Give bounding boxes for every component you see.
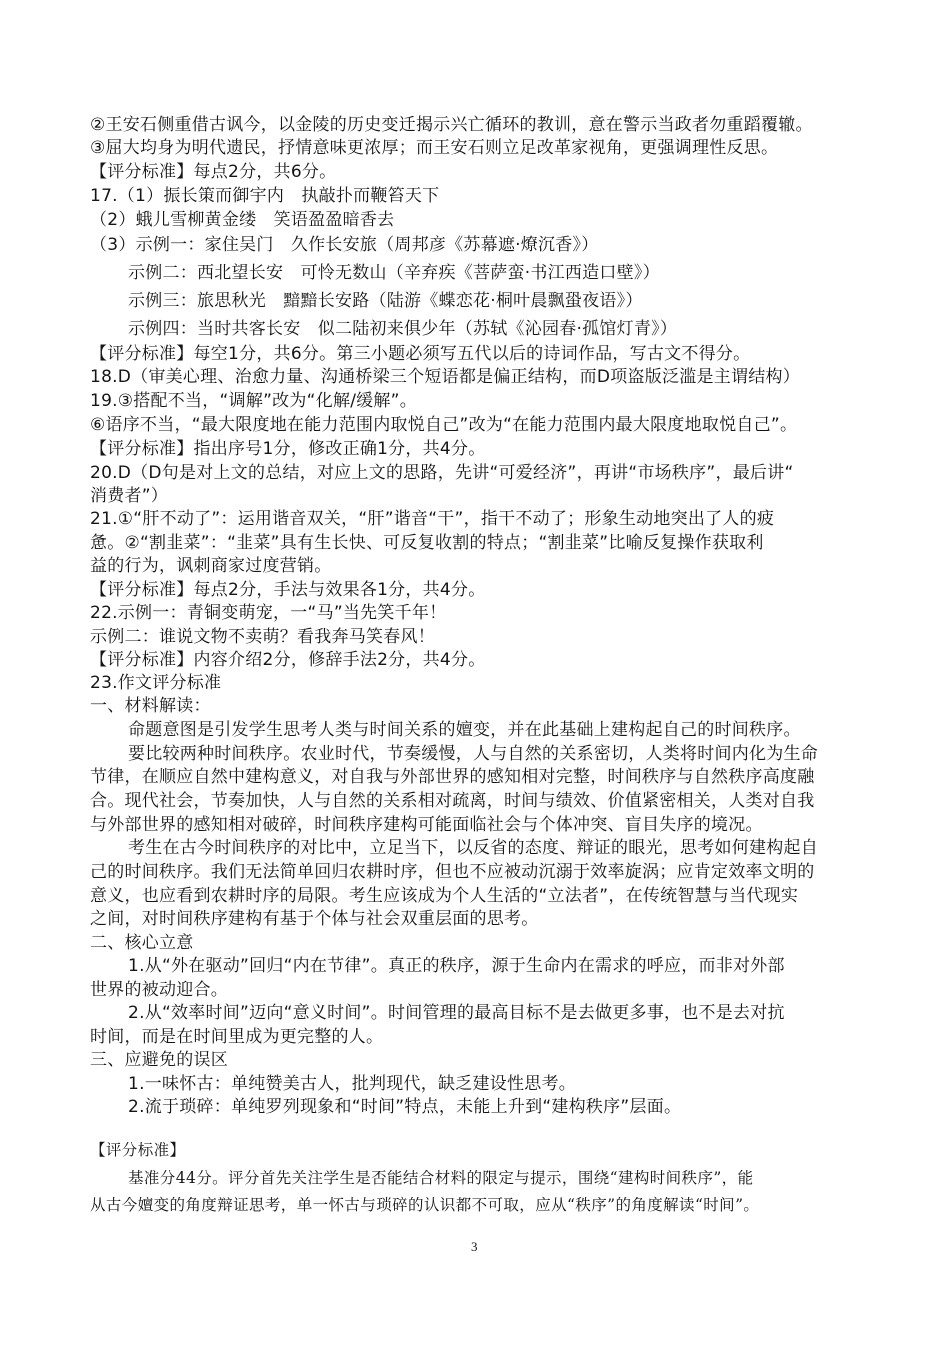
answer-22-example-2: 示例二：谁说文物不卖萌？看我奔马笑春风！ — [90, 627, 435, 647]
answer-19-item-6: ⑥语序不当，“最大限度地在能力范围内取悦自己”改为“在能力范围内最大限度地取悦自己”。 — [90, 415, 798, 435]
answer-20-line-1: 20.D（D句是对上文的总结，对应上文的思路，先讲“可爱经济”，再讲“市场秩序”，最后讲“ — [90, 463, 794, 483]
material-paragraph-3-line-4: 之间，对时间秩序建构有基于个体与社会双重层面的思考。 — [90, 909, 539, 929]
essay-section-title: 23.作文评分标准 — [90, 673, 222, 693]
scoring-standard-21: 【评分标准】每点2分，手法与效果各1分，共4分。 — [90, 580, 486, 600]
heading-pitfalls: 三、应避免的误区 — [90, 1050, 228, 1070]
answer-20-line-2: 消费者”） — [90, 486, 169, 506]
scoring-standard-22: 【评分标准】内容介绍2分，修辞手法2分，共4分。 — [90, 650, 486, 670]
scoring-paragraph-line-2: 从古今嬗变的角度辩证思考，单一怀古与琐碎的认识都不可取，应从“秩序”的角度解读“时间”。 — [90, 1196, 760, 1214]
answer-22-example-1: 22.示例一：青铜变萌宠，一“马”当先笑千年！ — [90, 603, 447, 623]
heading-material-interpretation: 一、材料解读： — [90, 696, 211, 716]
material-paragraph-3-line-1: 考生在古今时间秩序的对比中，立足当下，以反省的态度、辩证的眼光，思考如何建构起自 — [128, 838, 818, 858]
pitfall-2: 2.流于琐碎：单纯罗列现象和“时间”特点，未能上升到“建构秩序”层面。 — [128, 1097, 682, 1117]
heading-scoring-standard: 【评分标准】 — [90, 1141, 186, 1159]
material-paragraph-3-line-3: 意义，也应看到农耕时序的局限。考生应该成为个人生活的“立法者”，在传统智慧与当代现实 — [90, 886, 799, 906]
page-number: 3 — [471, 1239, 478, 1254]
answer-21-line-3: 益的行为，讽刺商家过度营销。 — [90, 556, 332, 576]
core-theme-1-line-2: 世界的被动迎合。 — [90, 980, 228, 1000]
scoring-paragraph-line-1: 基准分44分。评分首先关注学生是否能结合材料的限定与提示，围绕“建构时间秩序”，能 — [128, 1169, 754, 1187]
answer-17-part-3-example-1: （3）示例一：家住吴门 久作长安旅（周邦彦《苏幕遮·燎沉香》） — [90, 235, 599, 255]
core-theme-2-line-2: 时间，而是在时间里成为更完整的人。 — [90, 1027, 384, 1047]
material-paragraph-1: 命题意图是引发学生思考人类与时间关系的嬗变，并在此基础上建构起自己的时间秩序。 — [128, 720, 801, 740]
answer-21-line-2: 惫。②“割韭菜”：“韭菜”具有生长快、可反复收割的特点；“割韭菜”比喻反复操作获取利 — [90, 533, 764, 553]
pitfall-1: 1.一味怀古：单纯赞美古人，批判现代，缺乏建设性思考。 — [128, 1074, 576, 1094]
answer-17-part-3-example-3: 示例三：旅思秋光 黯黯长安路（陆游《蝶恋花·桐叶晨飘蛩夜语》） — [128, 291, 643, 311]
answer-18: 18.D（审美心理、治愈力量、沟通桥梁三个短语都是偏正结构，而D项盗版泛滥是主谓结构） — [90, 367, 800, 387]
scoring-standard-17: 【评分标准】每空1分，共6分。第三小题必须写五代以后的诗词作品，写古文不得分。 — [90, 344, 751, 364]
material-paragraph-3-line-2: 己的时间秩序。我们无法简单回归农耕时序，但也不应被动沉溺于效率旋涡；应肯定效率文明的 — [90, 862, 815, 882]
answer-17-part-3-example-4: 示例四：当时共客长安 似二陆初来俱少年（苏轼《沁园春·孤馆灯青》） — [128, 319, 678, 339]
material-paragraph-2-line-1: 要比较两种时间秩序。农业时代，节奏缓慢，人与自然的关系密切，人类将时间内化为生命 — [128, 744, 818, 764]
heading-core-theme: 二、核心立意 — [90, 933, 194, 953]
material-paragraph-2-line-3: 合。现代社会，节奏加快，人与自然的关系相对疏离，时间与绩效、价值紧密相关，人类对自我 — [90, 791, 815, 811]
material-paragraph-2-line-4: 与外部世界的感知相对破碎，时间秩序建构可能面临社会与个体冲突、盲目失序的境况。 — [90, 815, 763, 835]
answer-21-line-1: 21.①“肝不动了”：运用谐音双关，“肝”谐音“干”，指干不动了；形象生动地突出了人的疲 — [90, 509, 775, 529]
core-theme-2-line-1: 2.从“效率时间”迈向“意义时间”。时间管理的最高目标不是去做更多事，也不是去对抗 — [128, 1003, 785, 1023]
answer-17-part-2: （2）蛾儿雪柳黄金缕 笑语盈盈暗香去 — [90, 210, 395, 230]
answer-19-item-3: 19.③搭配不当，“调解”改为“化解/缓解”。 — [90, 391, 417, 411]
scoring-standard-16: 【评分标准】每点2分，共6分。 — [90, 162, 337, 182]
scoring-standard-19: 【评分标准】指出序号1分，修改正确1分，共4分。 — [90, 439, 486, 459]
core-theme-1-line-1: 1.从“外在驱动”回归“内在节律”。真正的秩序，源于生命内在需求的呼应，而非对外部 — [128, 956, 785, 976]
answer-16-point-2: ②王安石侧重借古讽今，以金陵的历史变迁揭示兴亡循环的教训，意在警示当政者勿重蹈覆辙。 — [90, 115, 813, 135]
answer-17-part-1: 17.（1）振长策而御宇内 执敲扑而鞭笞天下 — [90, 186, 440, 206]
answer-16-point-3: ③屈大均身为明代遗民，抒情意味更浓厚；而王安石则立足改革家视角，更强调理性反思。 — [90, 138, 779, 158]
answer-17-part-3-example-2: 示例二：西北望长安 可怜无数山（辛弃疾《菩萨蛮·书江西造口壁》） — [128, 263, 660, 283]
material-paragraph-2-line-2: 节律，在顺应自然中建构意义，对自我与外部世界的感知相对完整，时间秩序与自然秩序高度融 — [90, 767, 815, 787]
